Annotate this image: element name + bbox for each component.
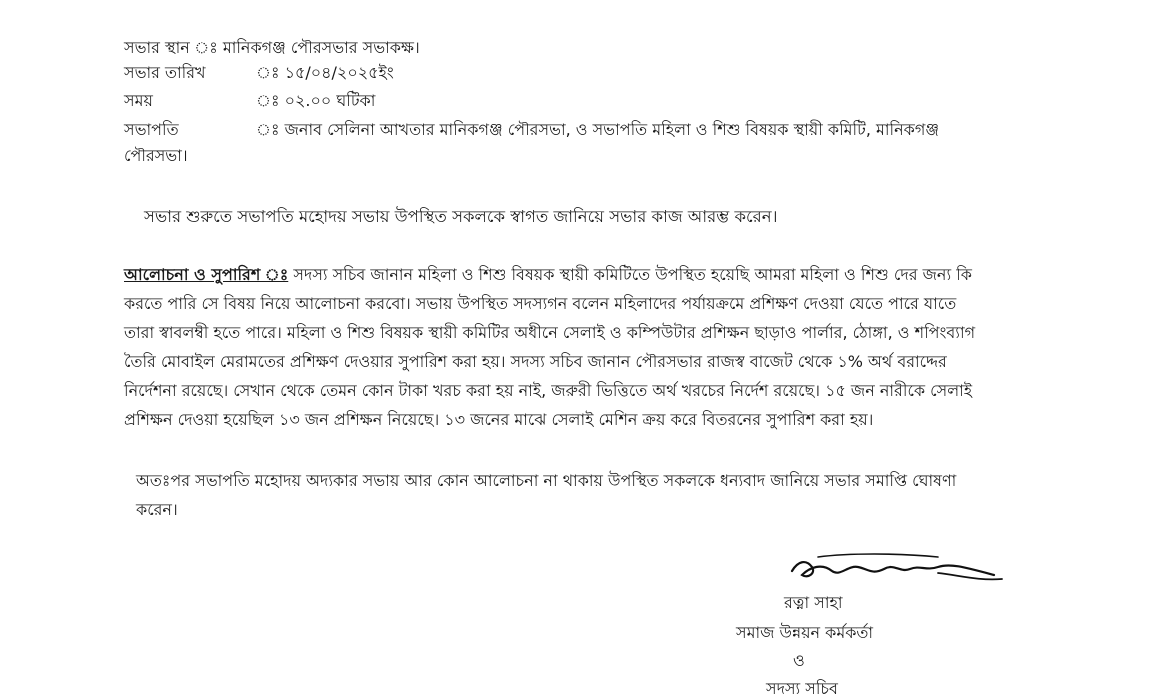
meeting-time-row [124, 90, 375, 112]
meeting-chair-cont [124, 145, 188, 167]
opening-paragraph [144, 202, 777, 231]
discussion-line-1 [124, 260, 975, 289]
discussion-line-4: তৈরি মোবাইল মেরামতের প্রশিক্ষণ দেওয়ার সুপারিশ করা হয়। সদস্য সচিব জানান পৌরসভার রাজস্ব বাজেট থেকে ১% অর্থ বরাদ্দের [124, 352, 947, 371]
closing-paragraph [136, 466, 956, 524]
discussion-text-1: সদস্য সচিব জানান মহিলা ও শিশু বিষয়ক স্থায়ী কমিটিতে উপস্থিত হয়েছি আমরা মহিলা ও শিশু দের জন্য কি [293, 265, 972, 284]
discussion-label: আলোচনা ও সুপারিশ ঃ [124, 265, 289, 284]
signer-conjunction: ও [793, 651, 805, 670]
discussion-line-5: নির্দেশনা রয়েছে। সেখান থেকে তেমন কোন টাকা খরচ করা হয় নাই, জরুরী ভিত্তিতে অর্থ খরচের নির্দেশ রয়েছে। ১৫ জন নারীকে সেলাই [124, 381, 973, 400]
signer-role: সদস্য সচিব [766, 679, 838, 698]
time-value: ঃ ০২.০০ ঘটিকা [256, 91, 376, 110]
signer-name: রত্না সাহা [784, 593, 843, 612]
discussion-line-2: করতে পারি সে বিষয় নিয়ে আলোচনা করবো। সভায় উপস্থিত সদস্যগন বলেন মহিলাদের পর্যায়ক্রমে প্রশিক্ষণ দেওয়া যেতে পারে যাতে [124, 294, 957, 313]
chair-value: ঃ জনাব সেলিনা আখতার মানিকগঞ্জ পৌরসভা, ও সভাপতি মহিলা ও শিশু বিষয়ক স্থায়ী কমিটি, মানিকগঞ্জ [256, 120, 940, 139]
venue-line: সভার স্থান ঃ মানিকগঞ্জ পৌরসভার সভাকক্ষ। [124, 38, 420, 57]
discussion-line-6: প্রশিক্ষন দেওয়া হয়েছিল ১৩ জন প্রশিক্ষন নিয়েছে। ১৩ জনের মাঝে সেলাই মেশিন ক্রয় করে বিতরনের সুপারিশ করা হয়। [124, 410, 874, 429]
discussion-section [124, 260, 975, 434]
time-label: সময় [124, 91, 153, 110]
opening-text: সভার শুরুতে সভাপতি মহোদয় সভায় উপস্থিত সকলকে স্বাগত জানিয়ে সভার কাজ আরম্ভ করেন। [144, 207, 778, 226]
meeting-date-row [124, 62, 394, 84]
closing-line-2: করেন। [136, 500, 178, 519]
date-value: ঃ ১৫/০৪/২০২৫ইং [256, 63, 394, 82]
chair-label: সভাপতি [124, 120, 179, 139]
meeting-venue [124, 37, 420, 59]
discussion-line-3: তারা স্বাবলম্বী হতে পারে। মহিলা ও শিশু বিষয়ক স্থায়ী কমিটির অধীনে সেলাই ও কম্পিউটার প্রশিক্ষন ছাড়াও পার্লার, ঠোঙ্গা, ও শপিংব্যাগ [124, 323, 976, 342]
closing-line-1: অতঃপর সভাপতি মহোদয় অদ্যকার সভায় আর কোন আলোচনা না থাকায় উপস্থিত সকলকে ধন্যবাদ জানিয়ে সভার সমাপ্তি ঘোষণা [136, 471, 957, 490]
chair-value-cont: পৌরসভা। [124, 146, 188, 165]
signer-title: সমাজ উন্নয়ন কর্মকর্তা [736, 623, 874, 642]
date-label: সভার তারিখ [124, 63, 206, 82]
meeting-chair-row [124, 119, 939, 141]
signature-mark [788, 545, 1008, 595]
